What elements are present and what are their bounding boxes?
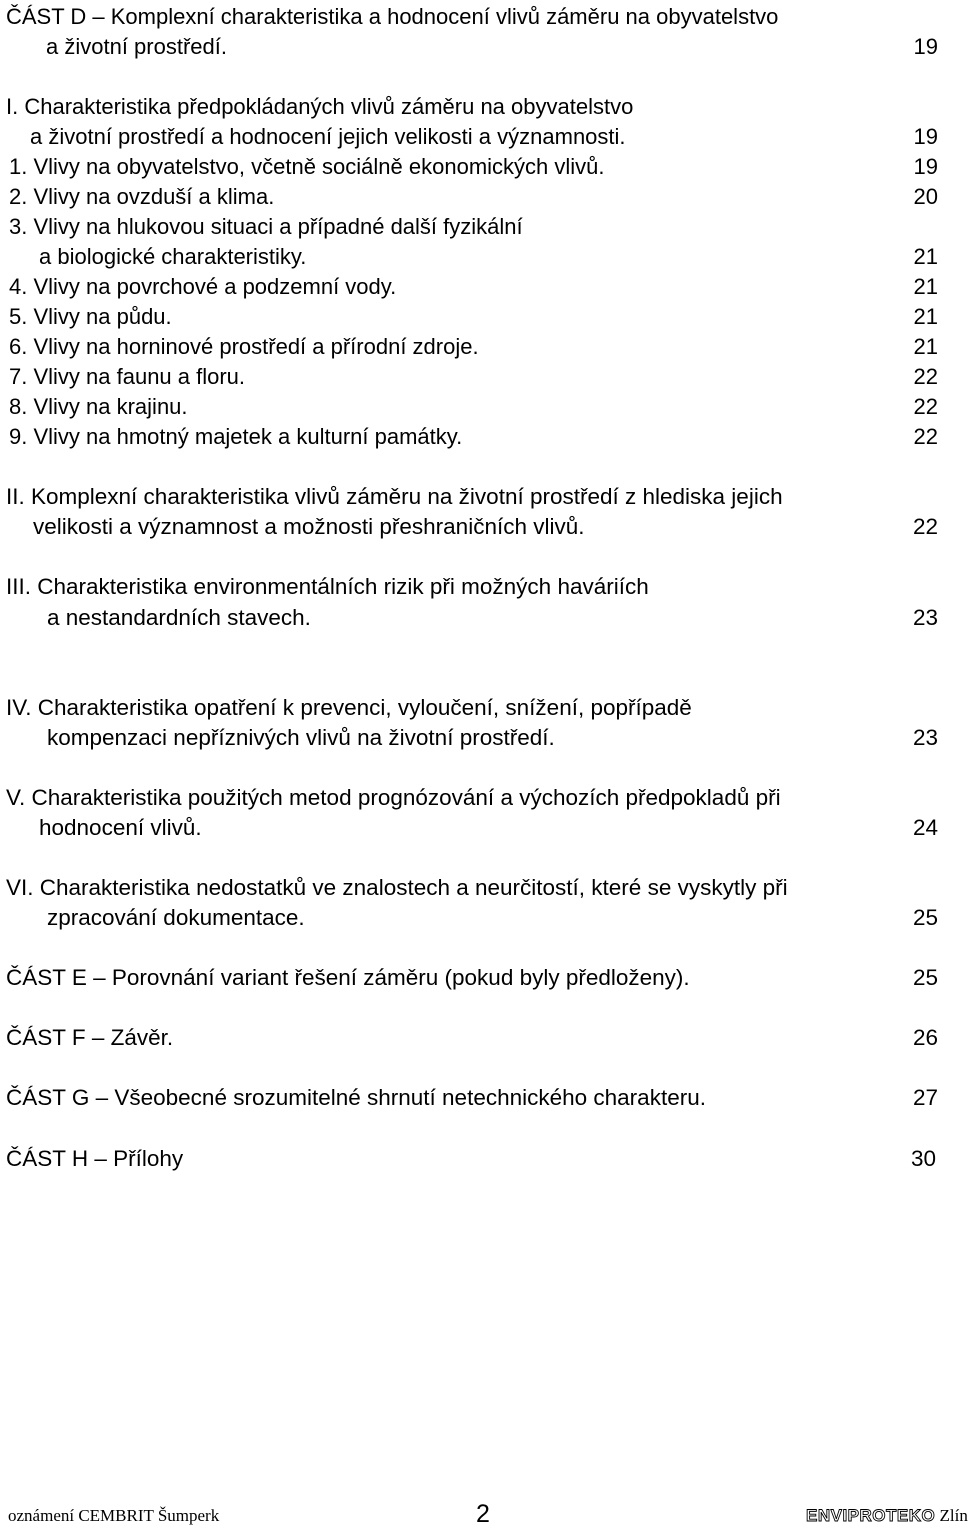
- toc-entry-page: 25: [912, 905, 938, 930]
- toc-entry-page: 22: [913, 394, 938, 419]
- footer-company: [806, 1506, 968, 1526]
- toc-entry-text: 9. Vlivy na hmotný majetek a kulturní památky.: [9, 424, 463, 449]
- toc-entry-text: ČÁST H – Přílohy: [6, 1146, 184, 1171]
- toc-entry: [0, 572, 960, 602]
- footer-document-title: oznámení CEMBRIT Šumperk: [8, 1506, 220, 1525]
- toc-entry-text: 8. Vlivy na krajinu.: [9, 394, 188, 419]
- toc-entry-page: 21: [913, 334, 938, 359]
- toc-entry: [0, 212, 960, 242]
- toc-entry: [0, 482, 960, 512]
- toc-entry-page: 21: [913, 304, 938, 329]
- toc-entry: [0, 92, 960, 122]
- toc-entry: [0, 783, 960, 813]
- toc-entry-page: 24: [912, 815, 938, 840]
- footer-page-number: 2: [476, 1500, 490, 1528]
- toc-entry: [0, 1144, 960, 1174]
- toc-entry-page: 19: [913, 154, 938, 179]
- page-footer: [0, 1500, 968, 1528]
- toc-entry-text: a životní prostředí a hodnocení jejich velikosti a významnosti.: [30, 124, 626, 149]
- toc-entry-text: IV. Charakteristika opatření k prevenci, vyloučení, snížení, popřípadě: [6, 695, 692, 720]
- toc-entry-text: 6. Vlivy na horninové prostředí a přírodní zdroje.: [9, 334, 479, 359]
- toc-entry: [0, 272, 960, 302]
- toc-entry: [0, 152, 960, 182]
- toc-entry: [0, 122, 960, 152]
- toc-entry-text: 1. Vlivy na obyvatelstvo, včetně sociálně ekonomických vlivů.: [9, 154, 605, 179]
- toc-entry-text: a nestandardních stavech.: [47, 605, 311, 630]
- toc-entry-page: 22: [913, 364, 938, 389]
- toc-entry-page: 23: [912, 605, 938, 630]
- toc-entry: [0, 392, 960, 422]
- toc-entry-page: 22: [913, 424, 938, 449]
- toc-entry: [0, 1023, 960, 1053]
- toc-entry-page: 27: [912, 1085, 938, 1110]
- toc-entry-page: 21: [913, 274, 938, 299]
- toc-entry-page: 21: [913, 244, 938, 269]
- toc-entry-text: ČÁST E – Porovnání variant řešení záměru (pokud byly předloženy).: [6, 965, 690, 990]
- toc-entry-text: 2. Vlivy na ovzduší a klima.: [9, 184, 275, 209]
- toc-entry-page: 25: [912, 965, 938, 990]
- company-logo: ENVIPROTEKO: [806, 1506, 936, 1525]
- toc-entry-text: II. Komplexní charakteristika vlivů záměru na životní prostředí z hlediska jejich: [6, 484, 783, 509]
- toc-entry-text: V. Charakteristika použitých metod prognózování a výchozích předpokladů při: [6, 785, 781, 810]
- toc-entry-text: ČÁST F – Závěr.: [6, 1025, 174, 1050]
- toc-entry-text: velikosti a významnost a možnosti přeshraničních vlivů.: [33, 514, 585, 539]
- toc-entry-text: hodnocení vlivů.: [39, 815, 202, 840]
- toc-entry-page: 19: [913, 34, 938, 59]
- toc-entry-text: ČÁST D – Komplexní charakteristika a hodnocení vlivů záměru na obyvatelstvo: [6, 4, 779, 29]
- toc-entry-text: VI. Charakteristika nedostatků ve znalostech a neurčitostí, které se vyskytly při: [6, 875, 788, 900]
- toc-entry: [0, 332, 960, 362]
- toc-entry-text: III. Charakteristika environmentálních rizik při možných haváriích: [6, 574, 649, 599]
- toc-entry: [0, 603, 960, 633]
- toc-entry: [0, 723, 960, 753]
- toc-entry-page: 20: [913, 184, 938, 209]
- toc-entry-text: kompenzaci nepříznivých vlivů na životní prostředí.: [47, 725, 555, 750]
- toc-entry: [0, 2, 960, 32]
- toc-entry: [0, 903, 960, 933]
- toc-entry-text: a životní prostředí.: [46, 34, 227, 59]
- toc-entry-page: 23: [912, 725, 938, 750]
- toc-entry: [0, 693, 960, 723]
- toc-entry-page: 30: [910, 1146, 936, 1171]
- toc-entry-text: 5. Vlivy na půdu.: [9, 304, 172, 329]
- toc-entry: [0, 32, 960, 62]
- toc-entry: [0, 242, 960, 272]
- toc-entry-text: ČÁST G – Všeobecné srozumitelné shrnutí netechnického charakteru.: [6, 1085, 706, 1110]
- toc-entry: [0, 512, 960, 542]
- footer-company-city: Zlín: [939, 1506, 968, 1525]
- toc-entry: [0, 1083, 960, 1113]
- toc-entry-text: a biologické charakteristiky.: [39, 244, 307, 269]
- toc-entry-page: 22: [912, 514, 938, 539]
- toc-entry: [0, 362, 960, 392]
- toc-entry: [0, 422, 960, 452]
- toc-entry-text: zpracování dokumentace.: [47, 905, 305, 930]
- toc-entry-page: 26: [912, 1025, 938, 1050]
- toc-entry-text: I. Charakteristika předpokládaných vlivů záměru na obyvatelstvo: [6, 94, 634, 119]
- toc-entry-page: 19: [913, 124, 938, 149]
- toc-entry-text: 3. Vlivy na hlukovou situaci a případné další fyzikální: [9, 214, 523, 239]
- toc-entry: [0, 302, 960, 332]
- toc-entry: [0, 813, 960, 843]
- toc-entry: [0, 963, 960, 993]
- toc-entry-text: 7. Vlivy na faunu a floru.: [9, 364, 246, 389]
- toc-entry: [0, 873, 960, 903]
- toc-entry: [0, 182, 960, 212]
- toc-entry-text: 4. Vlivy na povrchové a podzemní vody.: [9, 274, 397, 299]
